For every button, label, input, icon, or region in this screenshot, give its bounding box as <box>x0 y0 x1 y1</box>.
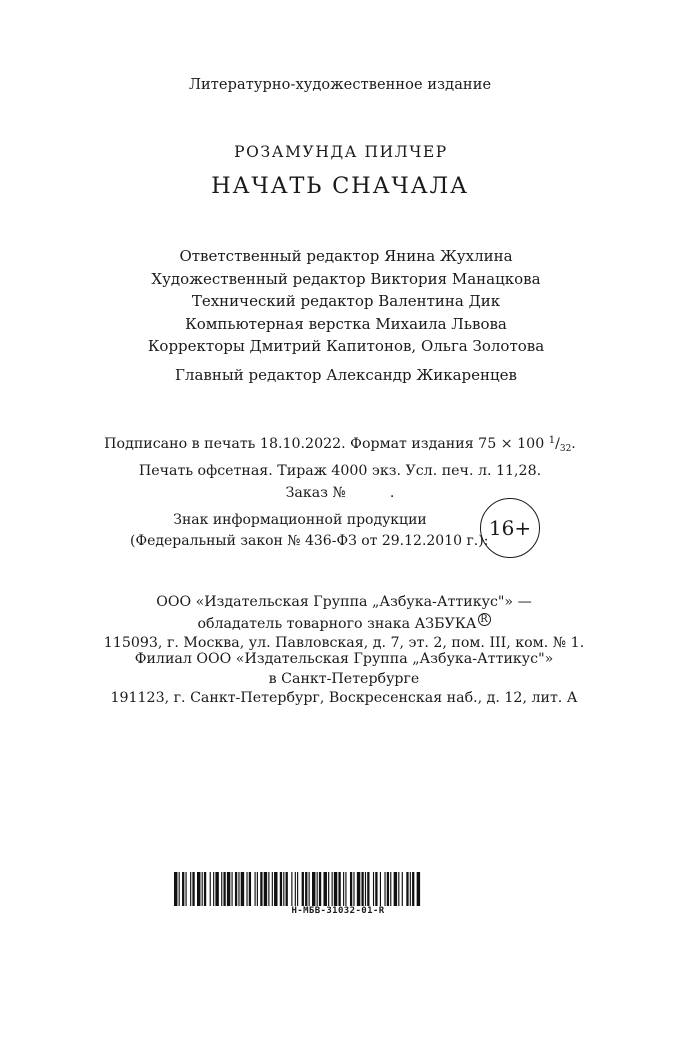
age-rating-badge <box>480 498 540 558</box>
barcode-bar <box>343 872 344 906</box>
barcode-bar <box>338 872 340 906</box>
chief-editor: Главный редактор Александр Жикаренцев <box>175 366 517 384</box>
barcode-code: Н-МБВ-31032-01-R <box>291 906 385 916</box>
barcode-icon <box>174 872 504 906</box>
barcode-bar <box>384 872 385 906</box>
barcode-bar <box>350 872 352 906</box>
barcode-bar <box>274 872 277 906</box>
barcode-bar <box>272 872 273 906</box>
barcode-bar <box>417 872 420 906</box>
order-end: . <box>389 485 395 501</box>
credit-line: Художественный редактор Виктория Манацкова <box>151 269 541 288</box>
barcode-bar <box>204 872 206 906</box>
editorial-credits <box>6 245 680 358</box>
barcode-bar <box>283 872 284 906</box>
barcode-bar <box>324 872 327 906</box>
barcode-bar <box>213 872 214 906</box>
barcode-bar <box>317 872 318 906</box>
barcode-bar <box>182 872 184 906</box>
publisher-line-1: ООО «Издательская Группа „Азбука-Аттикус"» — <box>156 594 532 610</box>
barcode-bar <box>190 872 191 906</box>
format-fraction: $^1/_{32}$ <box>548 435 572 454</box>
barcode-bar <box>286 872 288 906</box>
barcode-bar <box>319 872 321 906</box>
barcode-bar <box>246 872 247 906</box>
book-title: НАЧАТЬ СНАЧАЛА <box>211 173 469 199</box>
barcode-bar <box>179 872 180 906</box>
barcode-bar <box>332 872 333 906</box>
credit-line: Ответственный редактор Янина Жухлина <box>179 247 513 265</box>
order-label: Заказ № <box>285 485 346 501</box>
publisher-address: 115093, г. Москва, ул. Павловская, д. 7, эт. 2, пом. III, ком. № 1. <box>103 635 585 652</box>
info-product-notice <box>130 510 489 552</box>
barcode-bar <box>280 872 282 906</box>
barcode-bar <box>197 872 200 906</box>
barcode-bar <box>334 872 337 906</box>
book-author: РОЗАМУНДА ПИЛЧЕР <box>234 143 448 161</box>
barcode-bar <box>221 872 222 906</box>
barcode-bar <box>375 872 377 906</box>
barcode-bar <box>249 872 251 906</box>
barcode-bar <box>210 872 211 906</box>
barcode-bar <box>174 872 177 906</box>
print-info <box>0 430 680 504</box>
format-numerator: 1 <box>548 435 556 446</box>
credit-line: Компьютерная верстка Михаила Львова <box>185 314 507 333</box>
print-info-line-2: Печать офсетная. Тираж 4000 экз. Усл. печ. л. 11,28. <box>138 463 542 479</box>
barcode-bar <box>361 872 363 906</box>
credit-line: Корректоры Дмитрий Капитонов, Ольга Золотова <box>147 337 545 356</box>
barcode-bar <box>367 872 369 906</box>
barcode-bar <box>390 872 391 906</box>
barcode-bar <box>365 872 366 906</box>
barcode-bar <box>297 872 298 906</box>
barcode-bar <box>373 872 374 906</box>
barcode-bar <box>353 872 354 906</box>
info-product-line-1: Знак информационной продукции <box>173 512 427 528</box>
barcode-bar <box>260 872 262 906</box>
barcode-bar <box>398 872 399 906</box>
barcode-bar <box>406 872 408 906</box>
publisher-info <box>4 593 680 654</box>
print-info-line-1 <box>0 430 680 460</box>
barcode-bar <box>387 872 389 906</box>
barcode-bar <box>394 872 397 906</box>
barcode-bar <box>227 872 230 906</box>
edition-type: Литературно-художественное издание <box>188 77 492 93</box>
info-product-line-2: (Федеральный закон № 436-ФЗ от 29.12.2010 г.): <box>130 533 489 549</box>
barcode-bar <box>312 872 315 906</box>
barcode-bar <box>357 872 360 906</box>
barcode-bar <box>264 872 267 906</box>
branch-info <box>4 650 680 709</box>
barcode-bar <box>238 872 239 906</box>
barcode-bar <box>186 872 187 906</box>
barcode-bar <box>412 872 414 906</box>
barcode-bar <box>309 872 310 906</box>
barcode-bar <box>232 872 233 906</box>
barcode-bar <box>302 872 304 906</box>
branch-line-1: Филиал ООО «Издательская Группа „Азбука-Аттикус"» <box>134 651 554 667</box>
barcode-bar <box>291 872 292 906</box>
barcode-bar <box>202 872 203 906</box>
credit-line: Технический редактор Валентина Дик <box>191 292 501 311</box>
registered-mark-icon: R <box>478 613 491 626</box>
order-number <box>0 482 680 504</box>
barcode-bar <box>328 872 329 906</box>
print-line-1-end: . <box>571 436 576 452</box>
branch-line-2: в Санкт-Петербурге <box>268 670 420 687</box>
barcode-bar <box>255 872 256 906</box>
barcode-bar <box>295 872 296 906</box>
barcode-bar <box>223 872 225 906</box>
age-rating-text: 16+ <box>488 516 532 540</box>
barcode-bar <box>215 872 218 906</box>
format-denominator: 32 <box>559 444 572 454</box>
barcode-bar <box>380 872 381 906</box>
barcode-bar <box>235 872 237 906</box>
print-date-format: Подписано в печать 18.10.2022. Формат издания 75 × 100 <box>104 436 545 452</box>
barcode-bar <box>402 872 403 906</box>
barcode-bar <box>410 872 411 906</box>
publisher-line-2 <box>4 613 680 635</box>
barcode-bar <box>241 872 244 906</box>
barcode-bar <box>345 872 346 906</box>
trademark-text: обладатель товарного знака АЗБУКА <box>197 615 477 632</box>
barcode-bar <box>268 872 269 906</box>
barcode-bar <box>305 872 307 906</box>
branch-address: 191123, г. Санкт-Петербург, Воскресенская наб., д. 12, лит. А <box>110 690 578 707</box>
barcode-bar <box>257 872 258 906</box>
barcode-bar <box>192 872 194 906</box>
